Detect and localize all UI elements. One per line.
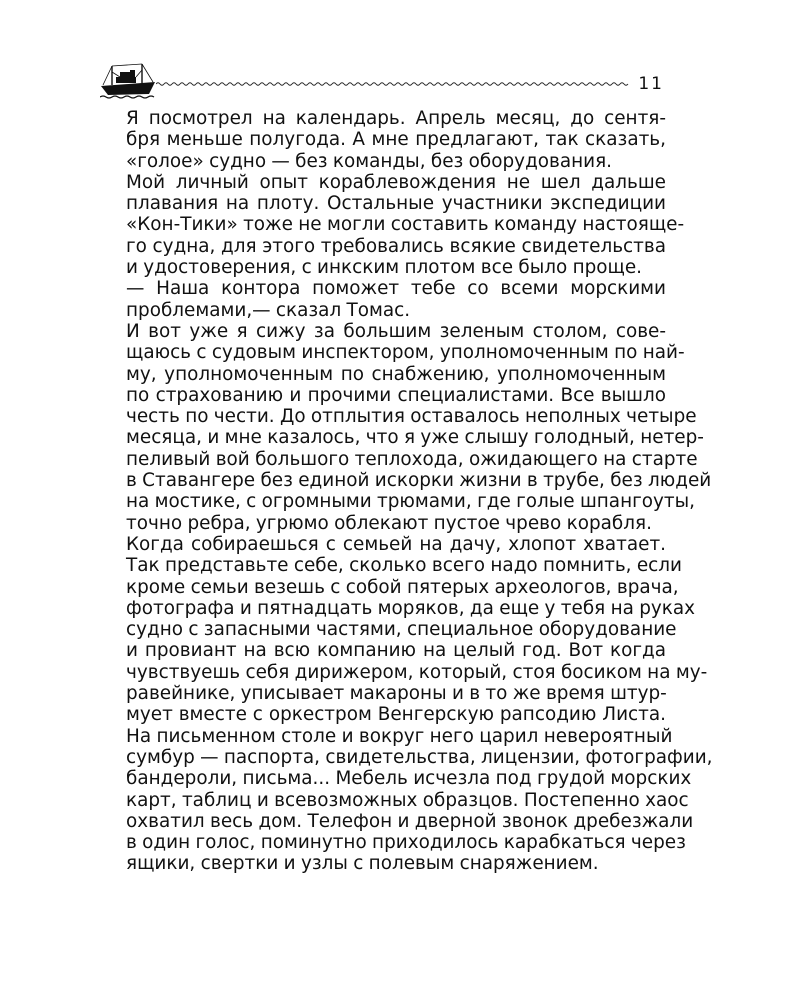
text-line: по страхованию и прочими специалистами. Все вышло [126, 384, 666, 406]
page-number: 11 [638, 74, 664, 94]
text-line: точно ребра, угрюмо облекают пустое чрево корабля. [126, 512, 652, 534]
text-line: равейнике, уписывает макароны и в то же время штур- [126, 683, 667, 705]
text-line: плавания на плоту. Остальные участники экспедиции [126, 193, 666, 215]
text-line: «Кон-Тики» тоже не могли составить команду настояще- [126, 214, 685, 236]
text-line: сумбур — паспорта, свидетельства, лицензии, фотографии, [126, 746, 713, 768]
text-line: пеливый вой большого теплохода, ожидающего на старте [126, 448, 698, 470]
paragraph [100, 278, 666, 321]
text-line: На письменном столе и вокруг него царил невероятный [126, 725, 673, 747]
text-line: бря меньше полугода. А мне предлагают, так сказать, [126, 129, 666, 151]
ship-icon [100, 60, 156, 100]
paragraph [100, 171, 685, 279]
text-line: и удостоверения, с инкским плотом все было проще. [126, 257, 642, 279]
text-line: ящики, свертки и узлы с полевым снаряжением. [126, 853, 599, 875]
text-line: Мой личный опыт кораблевождения не шел дальше [126, 171, 666, 193]
text-line: го судна, для этого требовались всякие свидетельства [126, 235, 666, 257]
text-line: в Ставангере без единой искорки жизни в трубе, без людей [126, 470, 712, 492]
text-line: мует вместе с оркестром Венгерскую рапсодию Листа. [126, 704, 666, 726]
text-line: «голое» судно — без команды, без оборудования. [126, 150, 613, 172]
paragraph [100, 108, 666, 172]
wave-rule-divider [156, 76, 630, 92]
text-line: бандероли, письма... Мебель исчезла под грудой морских [126, 768, 692, 790]
text-line: фотографа и пятнадцать моряков, да еще у тебя на руках [126, 597, 696, 619]
text-line: Так представьте себе, сколько всего надо помнить, если [126, 555, 683, 577]
text-line: охватил весь дом. Телефон и дверной звонок дребезжали [126, 810, 694, 832]
running-header [100, 60, 666, 100]
text-line: кроме семьи везешь с собой пятерых археологов, врача, [126, 576, 679, 598]
text-line: и провиант на всю компанию на целый год. Вот когда [126, 640, 666, 662]
text-line: чувствуешь себя дирижером, который, стоя босиком на му- [126, 661, 708, 683]
text-line: месяца, и мне казалось, что я уже слышу голодный, нетер- [126, 427, 704, 449]
body-text [100, 108, 713, 875]
text-line: му, уполномоченным по снабжению, уполномоченным [126, 363, 666, 385]
text-line: судно с запасными частями, специальное оборудование [126, 619, 677, 641]
paragraph [100, 533, 713, 875]
text-line: карт, таблиц и всевозможных образцов. Постепенно хаос [126, 789, 689, 811]
paragraph [100, 320, 712, 534]
text-line: И вот уже я сижу за большим зеленым столом, сове- [126, 320, 666, 342]
text-line: щаюсь с судовым инспектором, уполномоченным по най- [126, 342, 685, 364]
text-line: Я посмотрел на календарь. Апрель месяц, до сентя- [126, 108, 666, 129]
text-line: — Наша контора поможет тебе со всеми морскими [126, 278, 666, 300]
text-line: на мостике, с огромными трюмами, где голые шпангоуты, [126, 491, 695, 513]
text-line: честь по чести. До отплытия оставалось неполных четыре [126, 406, 697, 428]
text-line: Когда собираешься с семьей на дачу, хлопот хватает. [126, 533, 666, 555]
text-line: проблемами,— сказал Томас. [126, 299, 411, 321]
text-line: в один голос, поминутно приходилось карабкаться через [126, 832, 686, 854]
